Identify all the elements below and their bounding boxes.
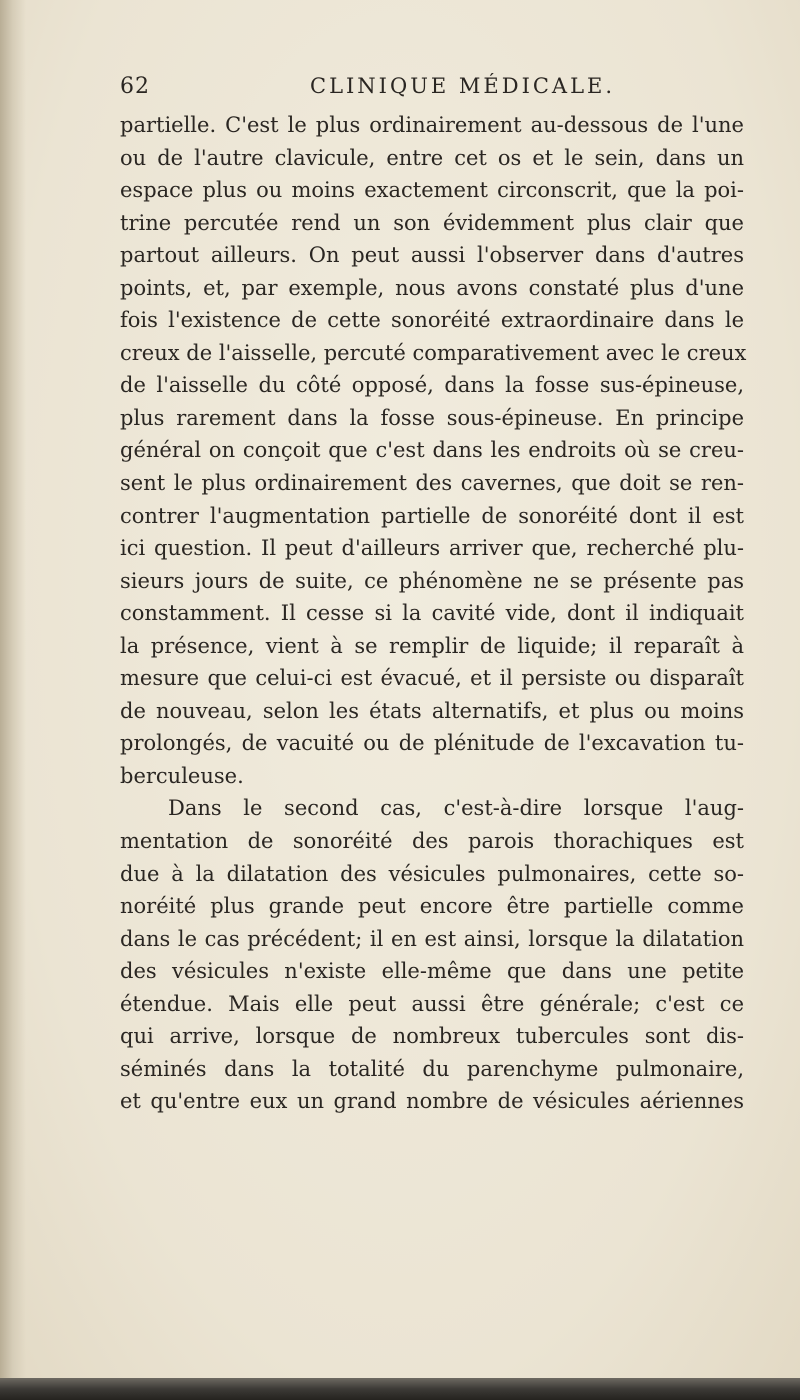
body-text	[120, 109, 747, 1118]
gutter-shadow	[0, 0, 26, 1400]
text-line: due à la dilatation des vésicules pulmonaires, cette so-	[120, 861, 744, 886]
text-line: partout ailleurs. On peut aussi l'observer dans d'autres	[120, 243, 744, 268]
text-line: qui arrive, lorsque de nombreux tubercules sont dis-	[120, 1024, 744, 1049]
text-line: espace plus ou moins exactement circonscrit, que la poi-	[120, 178, 744, 203]
text-line: et qu'entre eux un grand nombre de vésicules aériennes	[120, 1089, 744, 1114]
text-line: la présence, vient à se remplir de liquide; il reparaît à	[120, 633, 744, 658]
page-header	[120, 74, 740, 104]
text-line: mentation de sonoréité des parois thorachiques est	[120, 829, 744, 854]
text-line: plus rarement dans la fosse sous-épineuse. En principe	[120, 405, 744, 430]
text-line: de nouveau, selon les états alternatifs, et plus ou moins	[120, 698, 744, 723]
text-line: contrer l'augmentation partielle de sonoréité dont il est	[120, 503, 744, 528]
text-line: noréité plus grande peut encore être partielle comme	[120, 894, 744, 919]
text-line: général on conçoit que c'est dans les endroits où se creu-	[120, 438, 744, 463]
text-line: fois l'existence de cette sonoréité extraordinaire dans le	[120, 308, 744, 333]
text-line: ou de l'autre clavicule, entre cet os et le sein, dans un	[120, 145, 744, 170]
text-line: berculeuse.	[120, 763, 244, 788]
text-line: trine percutée rend un son évidemment plus clair que	[120, 210, 744, 235]
text-line: constamment. Il cesse si la cavité vide, dont il indiquait	[120, 601, 744, 626]
text-line: Dans le second cas, c'est-à-dire lorsque l'aug-	[168, 796, 744, 821]
text-line: partielle. C'est le plus ordinairement au-dessous de l'une	[120, 113, 744, 137]
text-line: dans le cas précédent; il en est ainsi, lorsque la dilatation	[120, 926, 744, 951]
text-line: de l'aisselle du côté opposé, dans la fosse sus-épineuse,	[120, 373, 744, 398]
page-number: 62	[120, 74, 150, 99]
text-line: sieurs jours de suite, ce phénomène ne se présente pas	[120, 568, 744, 593]
text-line: étendue. Mais elle peut aussi être générale; c'est ce	[120, 991, 744, 1016]
text-line: creux de l'aisselle, percuté comparativement avec le creux	[120, 340, 747, 365]
text-line: sent le plus ordinairement des cavernes, que doit se ren-	[120, 471, 744, 496]
text-line: ici question. Il peut d'ailleurs arriver que, recherché plu-	[120, 536, 744, 561]
text-line: des vésicules n'existe elle-même que dans une petite	[120, 959, 744, 984]
scan-bottom-edge	[0, 1378, 800, 1400]
text-line: points, et, par exemple, nous avons constaté plus d'une	[120, 275, 744, 300]
text-line: prolongés, de vacuité ou de plénitude de l'excavation tu-	[120, 731, 744, 756]
running-title: CLINIQUE MÉDICALE.	[310, 74, 616, 98]
text-line: séminés dans la totalité du parenchyme pulmonaire,	[120, 1056, 744, 1081]
text-line: mesure que celui-ci est évacué, et il persiste ou disparaît	[120, 666, 744, 691]
